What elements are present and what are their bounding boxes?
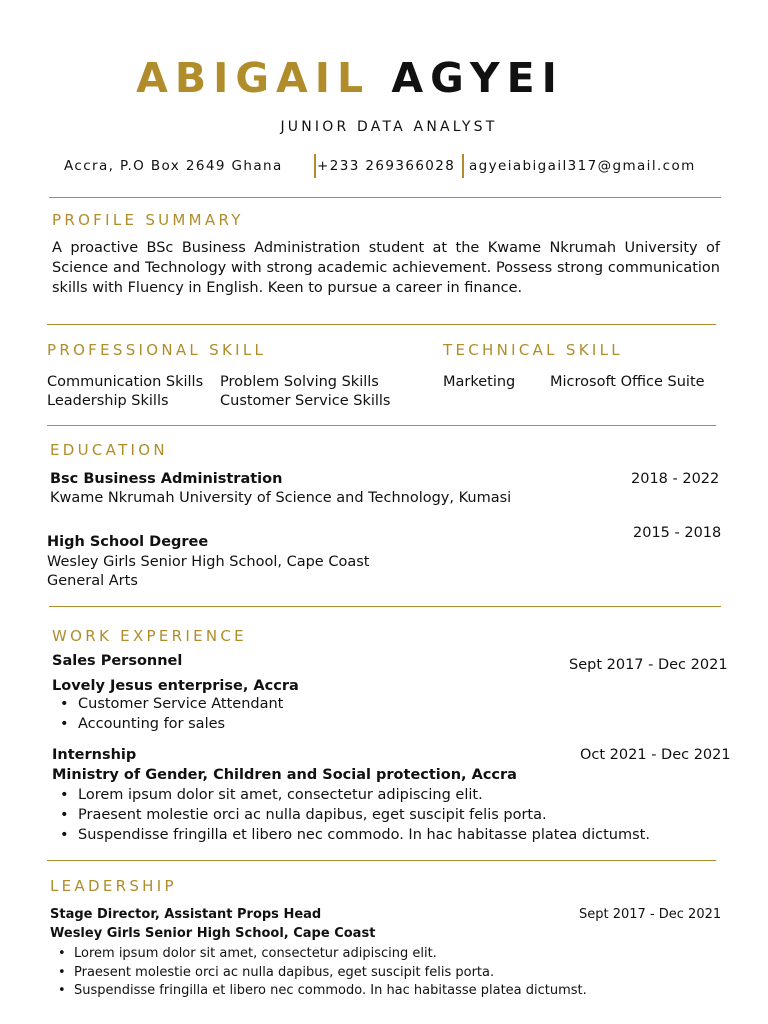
section-divider — [47, 324, 716, 325]
school: Wesley Girls Senior High School, Cape Coast — [47, 554, 370, 570]
skill-item: Marketing — [443, 374, 516, 390]
profile-heading: PROFILE SUMMARY — [52, 211, 244, 229]
email: agyeiabigail317@gmail.com — [469, 158, 696, 174]
education-dates: 2018 - 2022 — [631, 471, 720, 487]
job-bullets — [52, 785, 650, 845]
list-item: • Lorem ipsum dolor sit amet, consectetur adipiscing elit. — [52, 785, 650, 805]
work-heading: WORK EXPERIENCE — [52, 627, 247, 645]
skill-item: Leadership Skills — [47, 393, 169, 409]
address: Accra, P.O Box 2649 Ghana — [64, 158, 283, 174]
education-heading: EDUCATION — [50, 441, 168, 459]
list-item: • Lorem ipsum dolor sit amet, consectetur adipiscing elit. — [50, 945, 587, 964]
job-role: Sales Personnel — [52, 653, 183, 669]
list-item: • Suspendisse fringilla et libero nec commodo. In hac habitasse platea dictumst. — [50, 982, 587, 1001]
list-item: • Accounting for sales — [52, 714, 283, 734]
technical-skill-heading: TECHNICAL SKILL — [443, 341, 623, 359]
company: Ministry of Gender, Children and Social protection, Accra — [52, 767, 517, 783]
leadership-heading: LEADERSHIP — [50, 877, 177, 895]
last-name: AGYEI — [391, 54, 564, 102]
leadership-dates: Sept 2017 - Dec 2021 — [579, 907, 722, 922]
school: Kwame Nkrumah University of Science and Technology, Kumasi — [50, 490, 512, 506]
contact-divider — [314, 154, 316, 178]
company: Lovely Jesus enterprise, Accra — [52, 678, 299, 694]
job-role: Internship — [52, 747, 137, 763]
list-item: • Praesent molestie orci ac nulla dapibus, eget suscipit felis porta. — [50, 964, 587, 983]
section-divider — [47, 860, 716, 861]
list-item: • Suspendisse fringilla et libero nec commodo. In hac habitasse platea dictumst. — [52, 825, 650, 845]
skill-item: Customer Service Skills — [220, 393, 391, 409]
list-item: • Praesent molestie orci ac nulla dapibus, eget suscipit felis porta. — [52, 805, 650, 825]
job-dates: Sept 2017 - Dec 2021 — [569, 657, 728, 673]
skill-item: Problem Solving Skills — [220, 374, 379, 390]
section-divider — [49, 606, 721, 607]
contact-divider — [462, 154, 464, 178]
leadership-role: Stage Director, Assistant Props Head — [50, 907, 322, 922]
program: General Arts — [47, 573, 138, 589]
profile-text: A proactive BSc Business Administration student at the Kwame Nkrumah University of Science and Technology with strong academic achievement. Possess strong communication skills with Fluency in English. Keen to pursue a career in finance. — [52, 240, 720, 296]
job-bullets — [52, 694, 283, 734]
phone: +233 269366028 — [317, 158, 456, 174]
section-divider — [47, 425, 716, 426]
leadership-bullets — [50, 945, 587, 1001]
job-title: JUNIOR DATA ANALYST — [280, 119, 498, 135]
job-dates: Oct 2021 - Dec 2021 — [580, 747, 731, 763]
list-item: • Customer Service Attendant — [52, 694, 283, 714]
skill-item: Communication Skills — [47, 374, 204, 390]
degree: Bsc Business Administration — [50, 471, 283, 487]
skill-item: Microsoft Office Suite — [550, 374, 705, 390]
candidate-name — [0, 54, 700, 102]
leadership-org: Wesley Girls Senior High School, Cape Coast — [50, 926, 376, 941]
first-name: ABIGAIL — [136, 54, 371, 102]
professional-skill-heading: PROFESSIONAL SKILL — [47, 341, 267, 359]
education-dates: 2015 - 2018 — [633, 525, 722, 541]
degree: High School Degree — [47, 534, 209, 550]
section-divider — [49, 197, 721, 198]
